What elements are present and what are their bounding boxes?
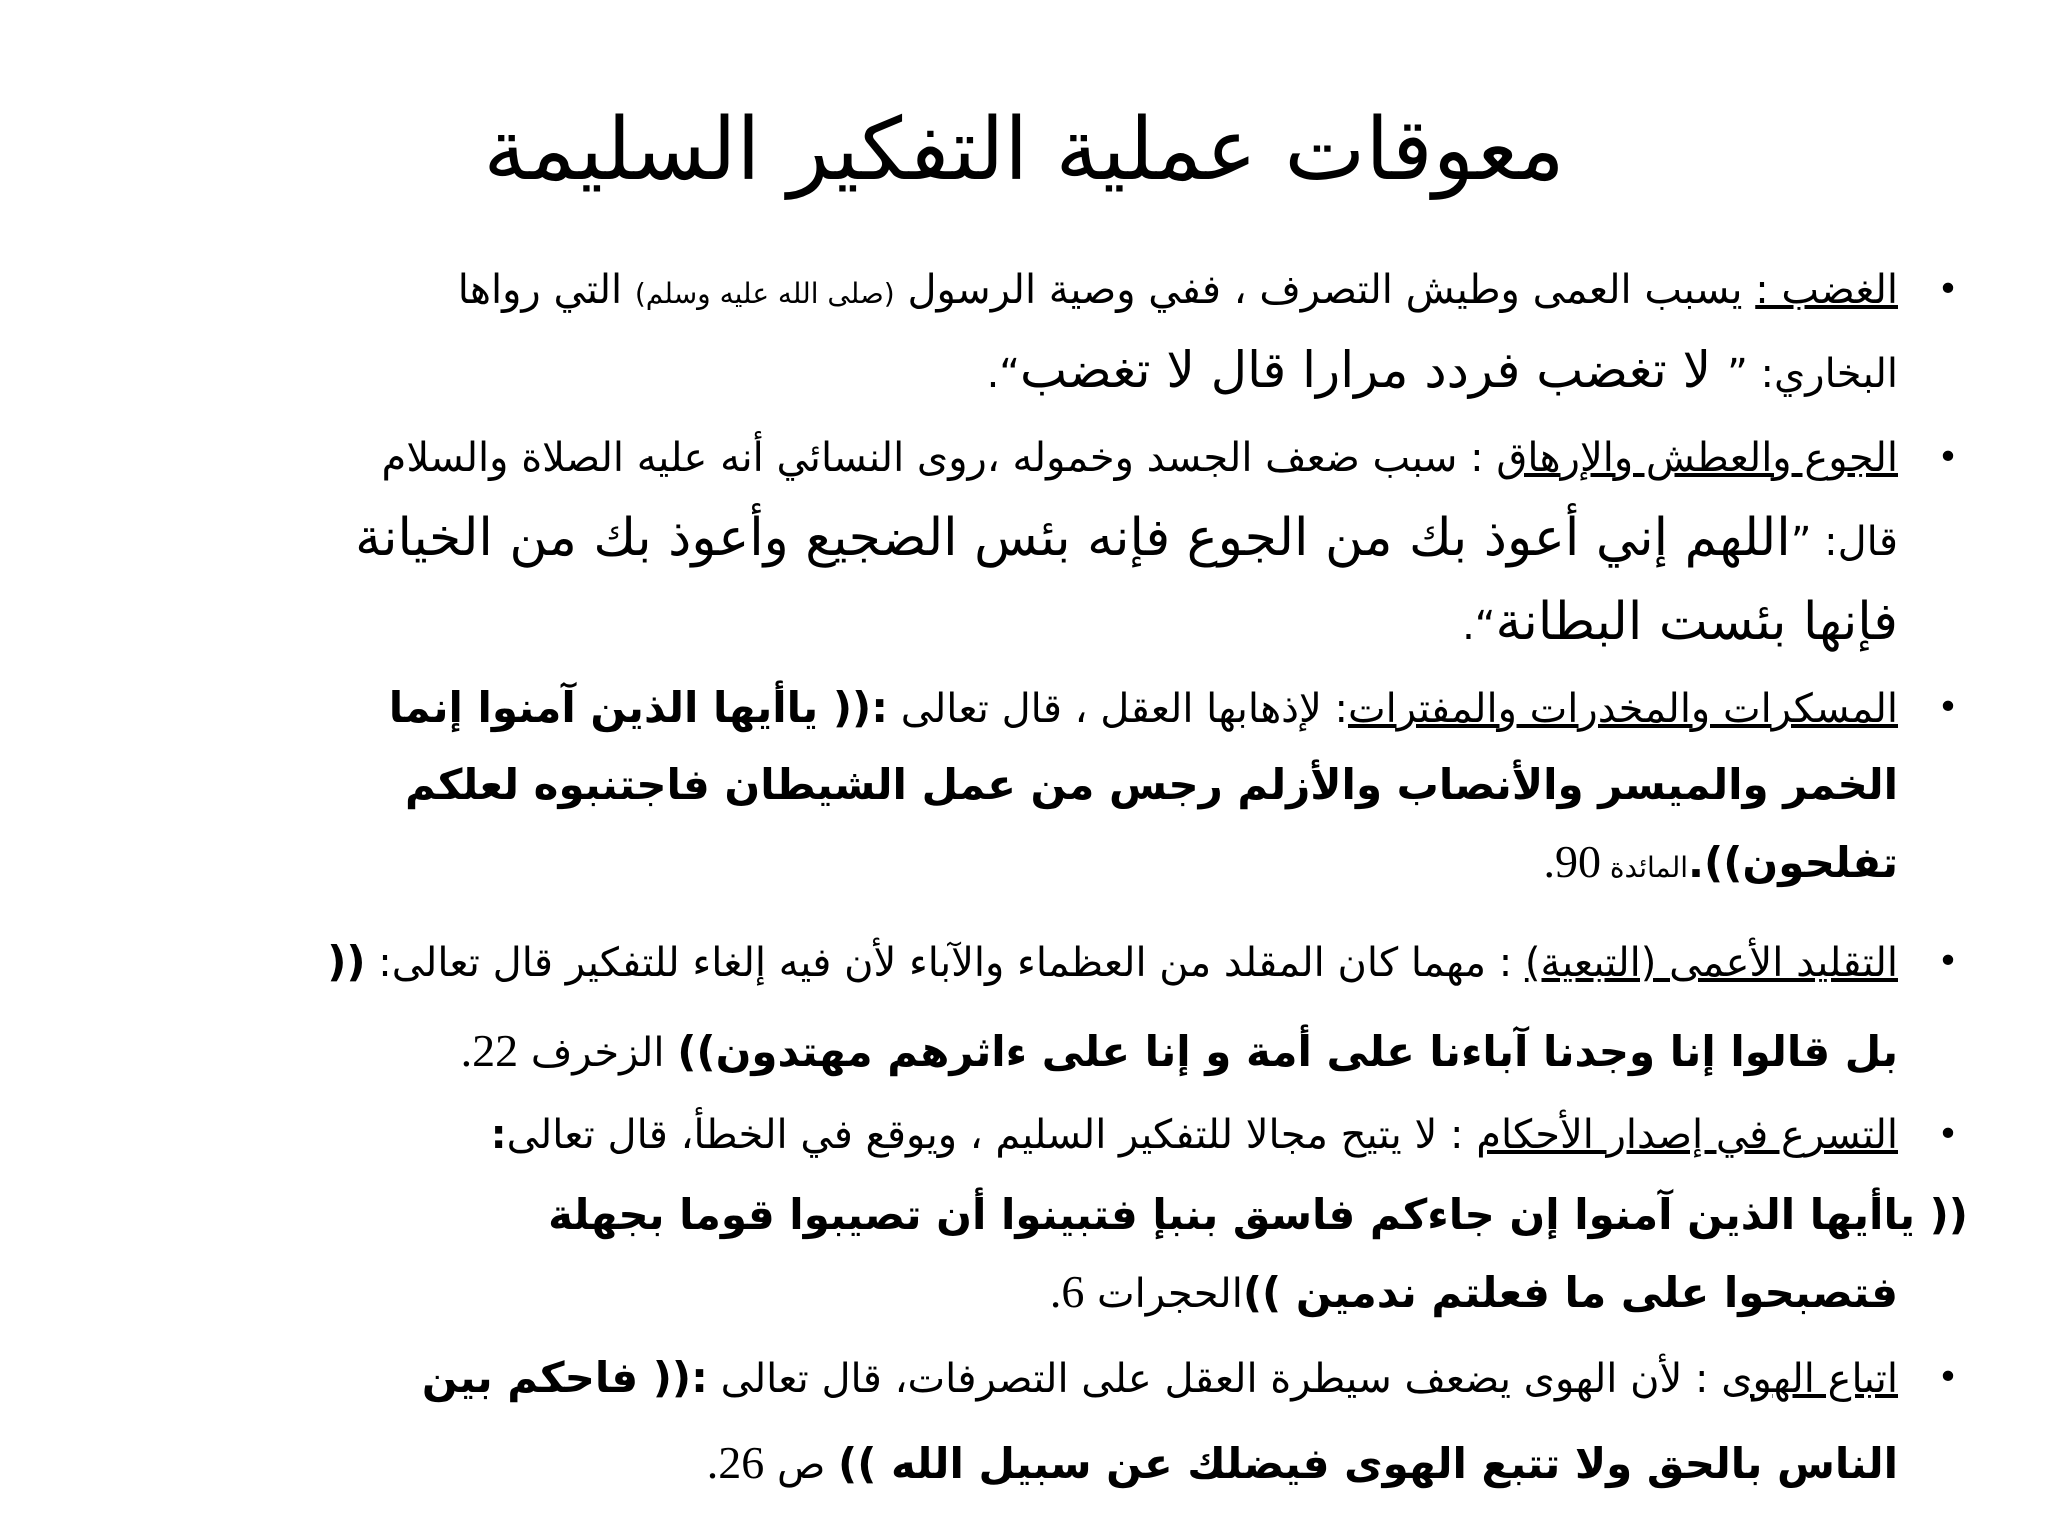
item-verse: بل قالوا إنا وجدنا آباءنا على أمة و إنا على ءاثرهم مهتدون)): [677, 1027, 1898, 1076]
item-reference-number: 22.: [460, 1025, 519, 1076]
item-verse: الناس بالحق ولا تتبع الهوى فيضلك عن سبيل الله )): [838, 1439, 1898, 1488]
item-line: [8, 1254, 1898, 1332]
item-line: [8, 1421, 1898, 1507]
list-item: [8, 1097, 1968, 1332]
item-verse: :(( ياأيها الذين آمنوا إنما: [388, 683, 889, 732]
item-heading: التقليد الأعمى (التبعية): [1524, 940, 1898, 986]
item-line: [8, 498, 1898, 582]
list-item: [8, 418, 1968, 666]
item-heading: الغضب :: [1755, 267, 1898, 313]
item-line: [8, 747, 1898, 824]
item-verse: :: [490, 1112, 507, 1158]
item-line: [8, 918, 1898, 1007]
item-line: [8, 1097, 1898, 1173]
item-text-small: (صلى الله عليه وسلم): [634, 277, 895, 310]
item-quote: اللهم إني أعوذ بك من الجوع فإنه بئس الضجيع وأعوذ بك من الخيانة: [355, 508, 1791, 568]
item-line: [8, 1177, 1968, 1254]
item-line: [8, 1336, 1898, 1421]
item-text: : مهما كان المقلد من العظماء والآباء لأن فيه إلغاء للتفكير قال تعالى:: [365, 940, 1525, 986]
page-title: معوقات عملية التفكير السليمة: [483, 100, 1565, 200]
item-line: [8, 1007, 1898, 1097]
item-reference: الحجرات: [1084, 1271, 1243, 1317]
item-line: [8, 824, 1898, 906]
item-reference: المائدة: [1600, 851, 1689, 884]
item-text: : سبب ضعف الجسد وخموله ،روى النسائي أنه عليه الصلاة والسلام: [381, 435, 1497, 481]
item-text: قال: ”: [1790, 519, 1898, 565]
item-reference: الزخرف: [518, 1030, 678, 1076]
item-line: [8, 252, 1898, 332]
item-quote: لا تغضب فردد مرارا قال لا تغضب: [1020, 341, 1728, 399]
item-text: : لأن الهوى يضعف سيطرة العقل على التصرفات، قال تعالى: [707, 1356, 1722, 1402]
item-quote: فإنها بئست البطانة: [1495, 592, 1898, 652]
bullet-icon: •: [1937, 687, 1959, 728]
item-text: التي رواها: [457, 267, 635, 313]
item-heading: المسكرات والمخدرات والمفترات: [1348, 686, 1898, 732]
item-text: “.: [1462, 603, 1496, 649]
list-item: [8, 918, 1968, 1097]
list-item: [8, 670, 1968, 906]
item-heading: التسرع في إصدار الأحكام: [1476, 1112, 1898, 1158]
item-heading: الجوع والعطش والإرهاق: [1496, 435, 1898, 481]
item-text: : لإذهابها العقل ، قال تعالى: [888, 686, 1348, 732]
item-verse: (( ياأيها الذين آمنوا إن جاءكم فاسق بنبإ فتبينوا أن تصيبوا قوما بجهلة: [548, 1190, 1968, 1239]
bullet-icon: •: [1937, 269, 1959, 310]
item-text: يسبب العمى وطيش التصرف ، ففي وصية الرسول: [894, 267, 1756, 313]
bullet-icon: •: [1937, 1114, 1959, 1155]
item-text: “.: [986, 351, 1021, 397]
list-item: [8, 1336, 1968, 1507]
bullet-icon: •: [1937, 1357, 1959, 1398]
item-heading: اتباع الهوى: [1721, 1356, 1898, 1402]
item-reference-number: 90.: [1543, 836, 1601, 887]
item-reference-number: 26.: [706, 1437, 765, 1488]
item-line: [8, 418, 1898, 498]
item-line: [8, 670, 1898, 747]
bullet-icon: •: [1937, 437, 1959, 478]
item-text: : لا يتيح مجالا للتفكير السليم ، ويوقع في الخطأ، قال تعالى: [506, 1112, 1477, 1158]
item-reference-number: 6.: [1049, 1266, 1085, 1317]
item-verse: فتصبحوا على ما فعلتم ندمين )): [1242, 1268, 1898, 1317]
item-verse: تفلحون)).: [1688, 838, 1898, 887]
list-item: [8, 252, 1968, 412]
item-reference: ص: [764, 1442, 839, 1488]
bullet-icon: •: [1937, 941, 1959, 982]
item-verse: :(( فاحكم بين: [421, 1353, 708, 1402]
item-verse: ((: [327, 937, 366, 986]
bullet-list: [8, 252, 1968, 1507]
item-verse: الخمر والميسر والأنصاب والأزلم رجس من عمل الشيطان فاجتنبوه لعلكم: [405, 760, 1898, 809]
item-line: [8, 332, 1898, 412]
item-text: البخاري: ”: [1727, 351, 1898, 397]
item-line: [8, 582, 1898, 666]
